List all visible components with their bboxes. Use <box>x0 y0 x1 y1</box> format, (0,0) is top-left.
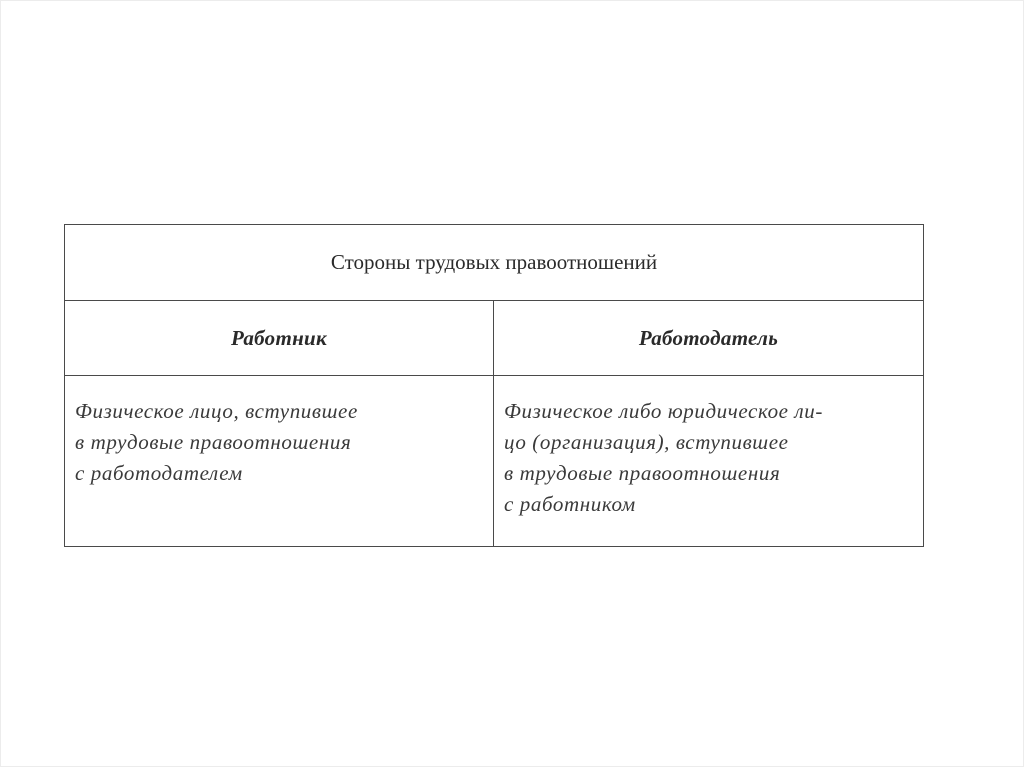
table-title: Стороны трудовых правоотношений <box>65 225 924 301</box>
column-header-employer: Работодатель <box>494 301 924 376</box>
column-header-employee: Работник <box>65 301 494 376</box>
employer-description-cell <box>494 376 924 547</box>
employer-description: Физическое либо юридическое ли- цо (организация), вступившее в трудовые правоотношения с работником <box>504 399 823 516</box>
labor-relations-parties-table <box>64 224 924 547</box>
employee-description-cell <box>65 376 494 547</box>
table-title-row <box>65 225 924 301</box>
table-row <box>65 376 924 547</box>
table-header-row <box>65 301 924 376</box>
employee-description: Физическое лицо, вступившее в трудовые правоотношения с работодателем <box>75 399 358 485</box>
